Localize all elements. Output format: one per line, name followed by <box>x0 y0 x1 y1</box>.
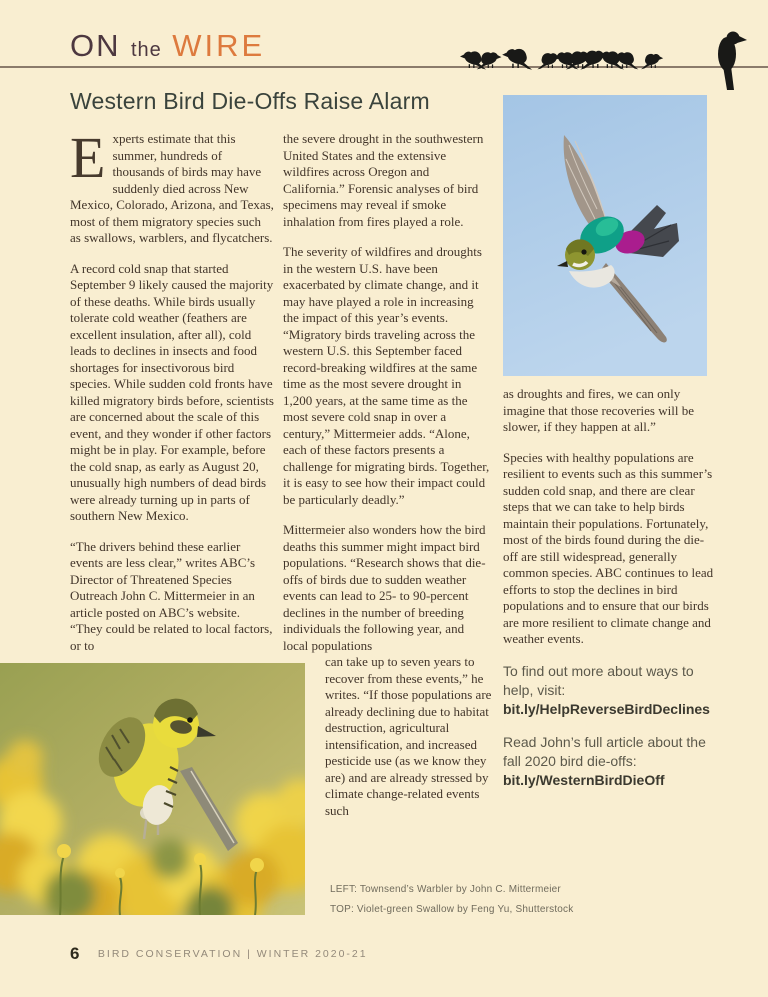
caption-left: LEFT: Townsend’s Warbler by John C. Mittermeier <box>330 884 561 895</box>
article-paragraph: the severe drought in the southwestern United States and the extensive wildfires across Oregon and California.” Forensic analyses of bird specimens may reveal if smoke inhalation from fires played a role. <box>283 131 484 229</box>
caption-top: TOP: Violet-green Swallow by Feng Yu, Shutterstock <box>330 904 574 915</box>
cta-text: To find out more about ways to help, visit: <box>503 662 694 698</box>
masthead-on: ON <box>70 28 121 63</box>
masthead-wire: WIRE <box>172 28 266 63</box>
article-paragraph: A record cold snap that started September 9 likely caused the majority of these deaths. While birds usually tolerate cold weather (feathers are excellent insulation, after all), cold leads to declines in insects and food shortages for insectivorous bird species. While sudden cold fronts have killed migratory birds before, scientists are concerned about the scale of this event, and they wonder if other factors might be in play. For example, before the cold snap, as early as August 20, unusually high numbers of dead birds were already turning up in parts of southern New Mexico. <box>70 260 274 523</box>
article-paragraph: “The drivers behind these earlier events are less clear,” writes ABC’s Director of Threatened Species Outreach John C. Mittermeier in an article posted on ABC’s website. “They could be related to local factors, or to <box>70 538 273 653</box>
cta-paragraph <box>503 733 714 790</box>
cta-paragraph <box>503 662 714 719</box>
photo-captions <box>330 880 573 920</box>
article-headline: Western Bird Die-Offs Raise Alarm <box>70 88 430 114</box>
birds-on-wire-icon <box>440 16 768 96</box>
cta-link[interactable]: bit.ly/HelpReverseBirdDeclines <box>503 700 710 717</box>
article-column-3 <box>503 386 714 804</box>
paragraph-text: xperts estimate that this summer, hundreds of thousands of birds may have suddenly died across New Mexico, Colorado, Arizona, and Texas, most of them migratory species such as swallows, warblers, and flycatchers. <box>70 131 274 245</box>
article-paragraph: as droughts and fires, we can only imagine that those recoveries will be slower, if they happen at all.” <box>503 386 694 434</box>
page-footer <box>70 944 368 964</box>
article-paragraph-wrapped: can take up to seven years to recover from these events,” he writes. “If those populations are already declining due to habitat destruction, agricultural intensification, and increased pesticide use (as we know they are) and are already stressed by climate change-related events such <box>325 654 492 818</box>
cta-link[interactable]: bit.ly/WesternBirdDieOff <box>503 771 665 788</box>
drop-cap: E <box>70 125 106 190</box>
cta-text: Read John’s full article about the fall 2020 bird die-offs: <box>503 733 706 769</box>
footer-text: BIRD CONSERVATION | WINTER 2020-21 <box>97 948 368 960</box>
masthead-the: the <box>130 39 162 61</box>
article-paragraph: Species with healthy populations are resilient to events such as this summer’s sudden cold snap, and there are clear steps that we can take to help birds maintain their populations. Fortunately, most of the birds found during the die-off are still widespread, generally common species. ABC continues to lead efforts to stop the declines in bird populations and to ensure that our birds are more resilient to climate change and weather events. <box>503 449 714 646</box>
article-paragraph: Mittermeier also wonders how the bird deaths this summer might impact bird populations. “Research shows that die-offs of birds due to sudden weather events can lead to 25- to 90-percent declines in the number of breeding individuals the following year, and local populations <box>283 522 486 653</box>
article-paragraph: The severity of wildfires and droughts in the western U.S. have been exacerbated by climate change, and it may have played a role in increasing the impact of this year’s events. “Migratory birds traveling across the western U.S. this September faced record-breaking wildfires at the same time as the most severe drought in 1,200 years, at the same time as the most severe cold snap in over a century,” Mittermeier adds. “Alone, each of these factors presents a challenge for migrating birds. Together, it is easy to see how their impact could be particularly deadly.” <box>283 244 490 507</box>
article-paragraph <box>70 125 274 247</box>
townsends-warbler-photo <box>0 663 305 915</box>
article-column-2 <box>283 131 492 833</box>
page-number: 6 <box>70 944 80 963</box>
violet-green-swallow-photo <box>503 95 707 376</box>
section-masthead <box>70 28 265 64</box>
article-column-1 <box>70 125 274 668</box>
